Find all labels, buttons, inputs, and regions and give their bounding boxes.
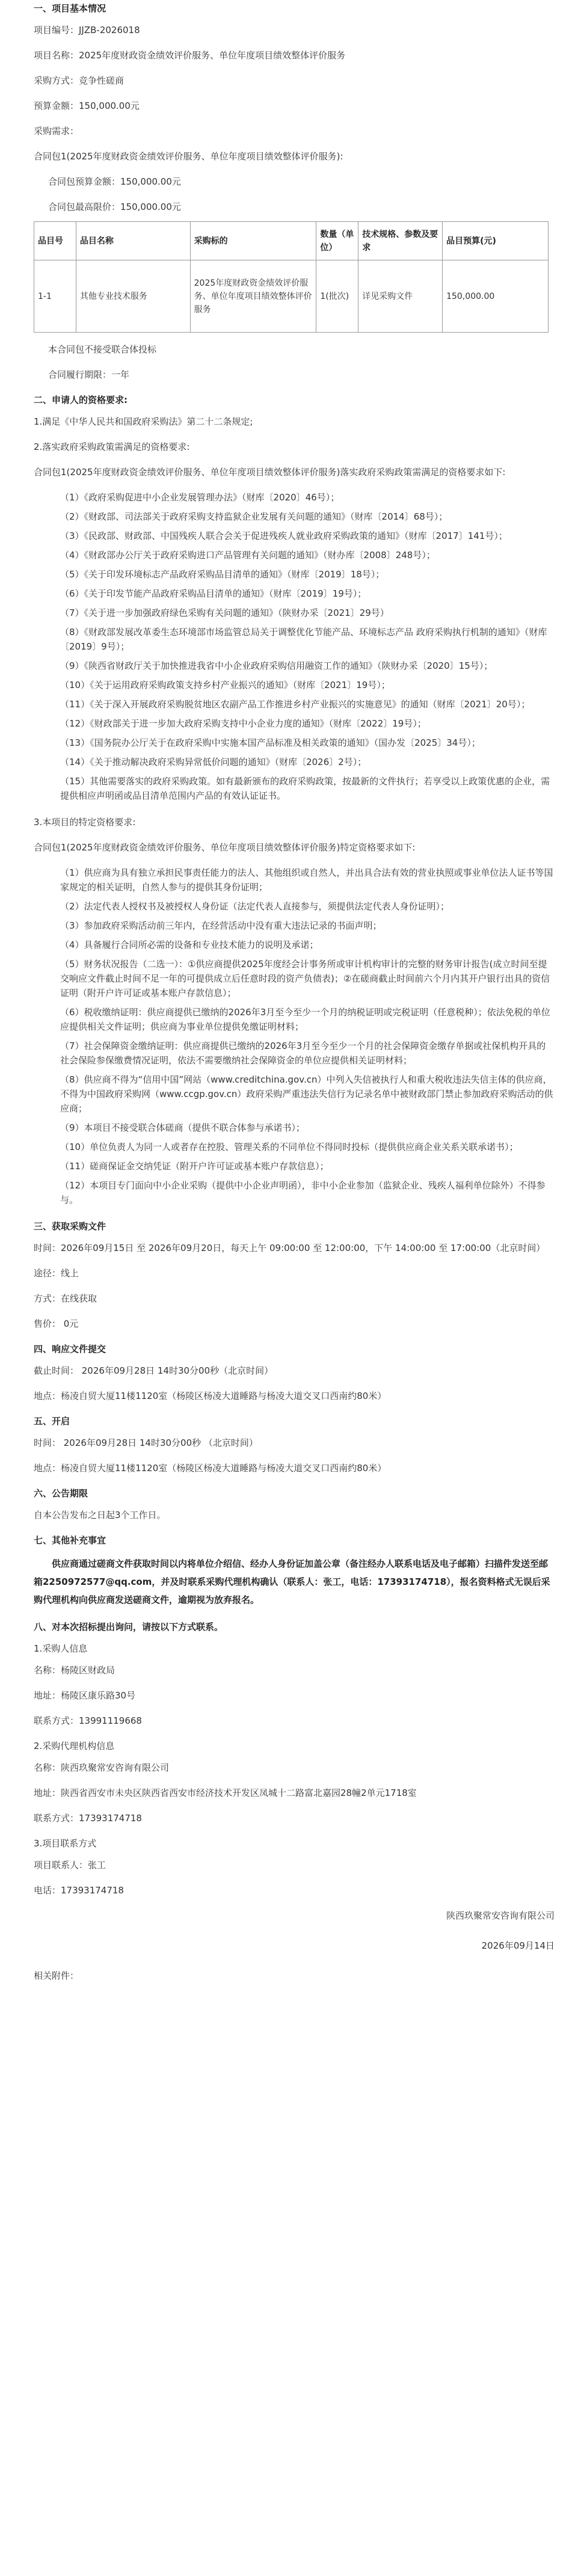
list-item: （8）供应商不得为“信用中国”网站（www.creditchina.gov.cn）中列入失信被执行人和重大税收违法失信主体的供应商，不得为中国政府采购网（www.ccgp.gov.cn）政府采购严重违法失信行为记录名单中被财政部门禁止参加政府采购活动的供应商； — [60, 1074, 553, 1114]
purchaser-address: 地址：杨陵区康乐路30号 — [34, 1690, 136, 1701]
list-item: （10）单位负责人为同一人或者存在控股、管理关系的不同单位不得同时投标（提供供应商企业关系关联承诺书）； — [60, 1142, 518, 1152]
section-obtain-docs-heading: 三、获取采购文件 — [34, 1221, 106, 1232]
qualification-3: 3.本项目的特定资格要求: — [34, 817, 136, 828]
notice-period: 自本公告发布之日起3个工作日。 — [34, 1510, 166, 1520]
cell-item-name: 其他专业技术服务 — [76, 260, 190, 333]
list-item: （2）法定代表人授权书及被授权人身份证（法定代表人直接参与，须提供法定代表人身份证明）； — [60, 901, 450, 912]
signature-org: 陕西玖聚常安咨询有限公司 — [446, 1910, 555, 1921]
list-item: （3）参加政府采购活动前三年内，在经营活动中没有重大违法记录的书面声明； — [60, 920, 382, 931]
items-table — [34, 221, 549, 333]
list-item: （1）《政府采购促进中小企业发展管理办法》（财库〔2020〕46号）； — [60, 492, 340, 503]
supplement-text: 供应商通过磋商文件获取时间以内将单位介绍信、经办人身份证加盖公章（备注经办人联系电话及电子邮箱）扫描件发送至邮箱2250972577@qq.com，并及时联系采购代理机构确认（联系人：张工，电话：17393174718），报名资料格式无误后采购代理机构向供应商发送磋商文件，逾期视为放弃报名。 — [34, 1558, 550, 1605]
project-contact-phone: 电话：17393174718 — [34, 1885, 124, 1896]
policy-list — [34, 490, 555, 803]
section-notice-period-heading: 六、公告期限 — [34, 1488, 88, 1499]
list-item: （9）本项目不接受联合体磋商（提供不联合体参与承诺书）； — [60, 1122, 306, 1133]
table-header-row — [34, 222, 549, 260]
purchaser-title: 1.采购人信息 — [34, 1643, 88, 1654]
list-item: （1）供应商为具有独立承担民事责任能力的法人、其他组织或自然人，并出具合法有效的营业执照或事业单位法人证书等国家规定的相关证明，自然人参与的提供其身份证明； — [60, 867, 553, 893]
requirements-label: 采购需求： — [34, 126, 79, 137]
purchaser-name: 名称：杨陵区财政局 — [34, 1665, 115, 1676]
col-header-specs: 技术规格、参数及要求 — [358, 222, 443, 260]
cell-subject: 2025年度财政资金绩效评价服务、单位年度项目绩效整体评价服务 — [190, 260, 316, 333]
submission-place: 地点：杨凌自贸大厦11楼1120室（杨陵区杨凌大道睡路与杨凌大道交叉口西南约80米） — [34, 1391, 387, 1401]
no-joint-bid-note: 本合同包不接受联合体投标 — [48, 344, 157, 355]
list-item: （5）财务状况报告（二选一）：①供应商提供2025年度经会计事务所或审计机构审计的完整的财务审计报告(成立时间至提交响应文件截止时间不足一年的可提供成立后任意时段的资产负债表)；②在磋商截止时间前六个月内其开户银行出具的资信证明（附开户许可证或基本账户存款信息）； — [60, 959, 550, 998]
obtain-way: 途径：线上 — [34, 1268, 79, 1279]
list-item: （11）磋商保证金交纳凭证（附开户许可证或基本账户存款信息）； — [60, 1161, 329, 1172]
col-header-subject: 采购标的 — [190, 222, 316, 260]
opening-time: 时间： 2026年09月28日 14时30分00秒 （北京时间） — [34, 1437, 258, 1448]
special-requirements-list — [34, 865, 555, 1207]
list-item: （3）《民政部、财政部、中国残疾人联合会关于促进残疾人就业政府采购政策的通知》（财库〔2017〕141号）； — [60, 530, 508, 541]
project-number: 项目编号：JJZB-2026018 — [34, 25, 140, 35]
list-item: （7）社会保障资金缴纳证明：供应商提供已缴纳的2026年3月至今至少一个月的社会保障资金缴存单据或社保机构开具的社会保险参保缴费情况证明，依法不需要缴纳社会保障资金的单位应提供相关证明材料； — [60, 1041, 546, 1066]
project-contact-title: 3.项目联系方式 — [34, 1838, 97, 1849]
list-item: （4）具备履行合同所必需的设备和专业技术能力的说明及承诺； — [60, 939, 319, 950]
list-item: （13）《国务院办公厅关于在政府采购中实施本国产品标准及相关政策的通知》（国办发〔2025〕34号）； — [60, 737, 481, 748]
col-header-item-no: 品目号 — [34, 222, 76, 260]
signature-date: 2026年09月14日 — [481, 1940, 555, 1951]
cell-quantity: 1(批次) — [316, 260, 358, 333]
qualification-3-intro: 合同包1(2025年度财政资金绩效评价服务、单位年度项目绩效整体评价服务)特定资格要求如下: — [34, 842, 416, 853]
cell-specs: 详见采购文件 — [358, 260, 443, 333]
agency-title: 2.采购代理机构信息 — [34, 1741, 115, 1751]
obtain-time: 时间：2026年09月15日 至 2026年09月20日，每天上午 09:00:00 至 12:00:00，下午 14:00:00 至 17:00:00（北京时间） — [34, 1243, 546, 1253]
procurement-method: 采购方式：竞争性磋商 — [34, 75, 124, 86]
list-item: （5）《关于印发环境标志产品政府采购品目清单的通知》（财库〔2019〕18号）； — [60, 569, 385, 580]
list-item: （12）《财政部关于进一步加大政府采购支持中小企业力度的通知》（财库〔2022〕19号）； — [60, 718, 426, 729]
section-contact-heading: 八、对本次招标提出询问，请按以下方式联系。 — [34, 1622, 224, 1632]
list-item: （10）《关于运用政府采购政策支持乡村产业振兴的通知》（财库〔2021〕19号）； — [60, 680, 390, 690]
list-item: （6）《关于印发节能产品政府采购品目清单的通知》（财库〔2019〕19号）； — [60, 588, 367, 599]
attachments-label: 相关附件： — [34, 1970, 79, 1981]
list-item: （7）《关于进一步加强政府绿色采购有关问题的通知》（陕财办采〔2021〕29号） — [60, 607, 389, 618]
submission-deadline: 截止时间： 2026年09月28日 14时30分00秒（北京时间） — [34, 1365, 274, 1376]
col-header-item-name: 品目名称 — [76, 222, 190, 260]
lot-max-price: 合同包最高限价：150,000.00元 — [48, 201, 181, 212]
contract-term: 合同履行期限：一年 — [48, 369, 130, 380]
qualification-1: 1.满足《中华人民共和国政府采购法》第二十二条规定; — [34, 416, 253, 427]
list-item: （4）《财政部办公厅关于政府采购进口产品管理有关问题的通知》（财办库〔2008〕248号）； — [60, 550, 435, 561]
list-item: （8）《财政部发展改革委生态环境部市场监管总局关于调整优化节能产品、环境标志产品 政府采购执行机制的通知》（财库〔2019〕9号）； — [60, 627, 547, 652]
list-item: （15）其他需要落实的政府采购政策。如有最新颁布的政府采购政策，按最新的文件执行；若享受以上政策优惠的企业，需提供相应声明函或品目清单范围内产品的有效认证证书。 — [60, 776, 550, 801]
doc-price: 售价： 0元 — [34, 1318, 79, 1329]
cell-budget: 150,000.00 — [443, 260, 549, 333]
opening-place: 地点：杨凌自贸大厦11楼1120室（杨陵区杨凌大道睡路与杨凌大道交叉口西南约80米） — [34, 1463, 387, 1474]
project-name: 项目名称：2025年度财政资金绩效评价服务、单位年度项目绩效整体评价服务 — [34, 50, 346, 61]
project-contact-person: 项目联系人：张工 — [34, 1860, 106, 1871]
list-item: （9）《陕西省财政厅关于加快推进我省中小企业政府采购信用融资工作的通知》（陕财办采〔2020〕15号）； — [60, 660, 493, 671]
qualification-2: 2.落实政府采购政策需满足的资格要求: — [34, 441, 190, 452]
section-submission-heading: 四、响应文件提交 — [34, 1344, 106, 1354]
agency-phone: 联系方式：17393174718 — [34, 1813, 142, 1824]
agency-address: 地址：陕西省西安市未央区陕西省西安市经济技术开发区凤城十二路富北嘉园28幢2单元1718室 — [34, 1788, 417, 1798]
list-item: （14）《关于推动解决政府采购异常低价问题的通知》（财库〔2026〕2号）； — [60, 757, 367, 767]
obtain-method: 方式：在线获取 — [34, 1293, 97, 1304]
list-item: （6）税收缴纳证明：供应商提供已缴纳的2026年3月至今至少一个月的纳税证明或完税证明（任意税种）；依法免税的单位应提供相关文件证明；供应商为事业单位提供免缴证明材料； — [60, 1007, 550, 1032]
lot-1-title: 合同包1(2025年度财政资金绩效评价服务、单位年度项目绩效整体评价服务): — [34, 151, 343, 162]
section-qualification-heading: 二、申请人的资格要求: — [34, 395, 128, 405]
purchaser-phone: 联系方式：13991119668 — [34, 1715, 142, 1726]
list-item: （11）《关于深入开展政府采购脱贫地区农副产品工作推进乡村产业振兴的实施意见》的通知（财库〔2021〕20号）； — [60, 699, 530, 710]
table-row — [34, 260, 549, 333]
list-item: （2）《财政部、司法部关于政府采购支持监狱企业发展有关问题的通知》（财库〔2014〕68号）； — [60, 511, 448, 522]
lot-budget: 合同包预算金额：150,000.00元 — [48, 176, 181, 187]
section-basic-info-heading: 一、项目基本情况 — [34, 3, 106, 14]
col-header-budget: 品目预算(元) — [443, 222, 549, 260]
section-opening-heading: 五、开启 — [34, 1416, 70, 1427]
qualification-2-intro: 合同包1(2025年度财政资金绩效评价服务、单位年度项目绩效整体评价服务)落实政府采购政策需满足的资格要求如下: — [34, 467, 506, 478]
agency-name: 名称：陕西玖聚常安咨询有限公司 — [34, 1762, 170, 1773]
section-supplement-heading: 七、其他补充事宜 — [34, 1535, 106, 1546]
budget-amount: 预算金额：150,000.00元 — [34, 100, 140, 111]
list-item: （12）本项目专门面向中小企业采购（提供中小企业声明函），非中小企业参加（监狱企业、残疾人福利单位除外）不得参与。 — [60, 1180, 546, 1205]
cell-item-no: 1-1 — [34, 260, 76, 333]
col-header-quantity: 数量（单位） — [316, 222, 358, 260]
